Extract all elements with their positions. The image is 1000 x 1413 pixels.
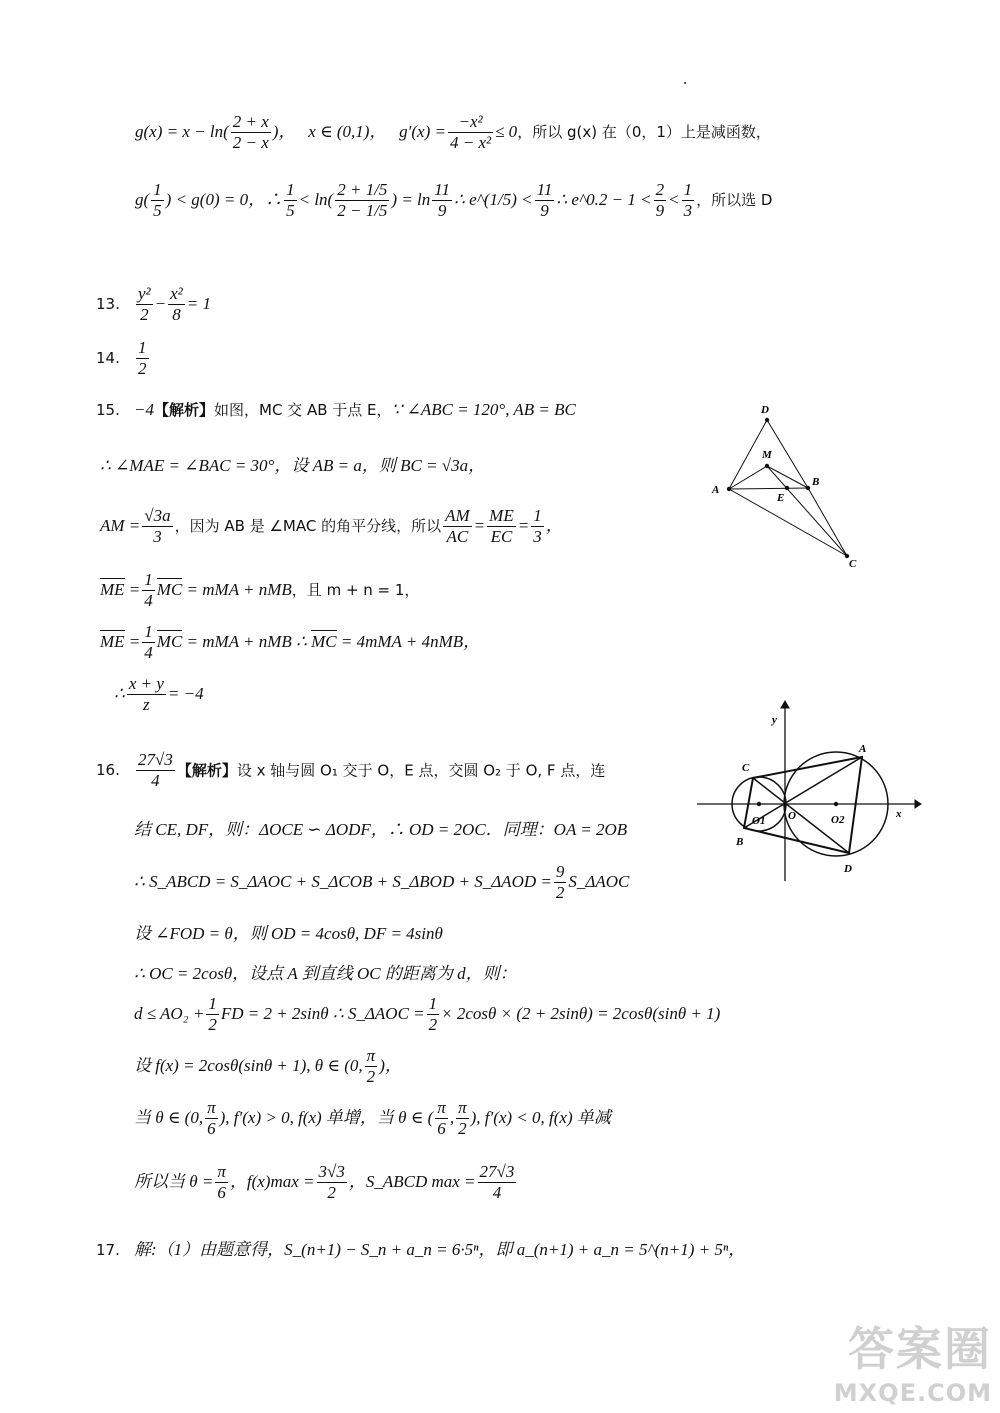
- l2-frac-a: [151, 180, 164, 222]
- p16-s8-den3: 2: [458, 1119, 467, 1139]
- p16-ans-den: 4: [151, 771, 160, 791]
- l2-frac-g: [432, 180, 452, 222]
- problem-17: [96, 1240, 745, 1260]
- p15-vec-me: ME: [100, 579, 125, 599]
- p15-s5-frac: [142, 622, 155, 664]
- p16-s9b: ，f(x)max =: [229, 1171, 315, 1191]
- p16-s2: 结 CE, DF，则：ΔOCE ∽ ΔODF，∴ OD = 2OC．同理：OA = 2OB: [134, 820, 628, 839]
- p13-a-num: y²: [136, 284, 153, 305]
- l2-i-den: 9: [540, 201, 549, 221]
- p13-b-num: x²: [168, 284, 185, 305]
- l2-g-den: 9: [437, 201, 447, 221]
- p16-s9a: 所以当 θ =: [134, 1171, 214, 1191]
- p15-f1-num: AM: [443, 506, 472, 527]
- p15-s3b: ，因为 AB 是 ∠MAC 的角平分线，所以: [174, 516, 442, 535]
- label-A2: A: [859, 743, 867, 755]
- l2-n: ，所以选 D: [696, 190, 773, 209]
- label-O: O: [788, 810, 796, 822]
- p16-answer: [136, 750, 175, 792]
- p15-number: 15.: [96, 401, 120, 419]
- p13-eq: = 1: [186, 293, 212, 313]
- p16-s5: ∴ OC = 2cosθ，设点 A 到直线 OC 的距离为 d，则：: [134, 964, 517, 983]
- p16-s8-num2: π: [435, 1098, 448, 1119]
- p16-s3a: ∴ S_ABCD = S_ΔAOC + S_ΔCOB + S_ΔBOD + S_ΔAOD =: [134, 871, 552, 891]
- p16-s8-den2: 6: [437, 1119, 446, 1139]
- problem-14: [96, 338, 151, 380]
- p15-s4d: ，且 m + n = 1，: [291, 580, 420, 599]
- point-O2: [834, 802, 838, 806]
- g-frac-num: 2 + x: [231, 112, 271, 133]
- p15-s4c: = mMA + nMB: [186, 579, 292, 599]
- seg-AC: [729, 489, 847, 556]
- p15-vec-mc-2: MC: [156, 631, 183, 651]
- p15-s3-f3: [531, 506, 544, 548]
- p16-s8a: 当 θ ∈ (0,: [134, 1107, 204, 1127]
- p15-vec-me-2: ME: [100, 631, 125, 651]
- p16-s6-den2: 2: [428, 1015, 438, 1035]
- p16-s9-num2: 3√3: [317, 1162, 347, 1183]
- quad-ABCD: [744, 757, 862, 853]
- p16-s7b: )，: [379, 1055, 402, 1075]
- p14-num: 1: [136, 338, 149, 359]
- p16-s9-frac2: [317, 1162, 347, 1204]
- line-conclusion-D: [135, 180, 772, 222]
- p16-s9-den2: 2: [327, 1183, 336, 1203]
- line-g-derivative: [135, 112, 771, 154]
- p15-s4-den: 4: [144, 591, 153, 611]
- p15-tag: 【解析】: [153, 401, 214, 419]
- p15-s3-num: √3a: [142, 506, 172, 527]
- p16-s9-den: 6: [217, 1183, 226, 1203]
- p15-line6: [114, 674, 204, 716]
- p15-f1-den: AC: [446, 527, 469, 547]
- p13-number: 13.: [96, 294, 120, 313]
- l2-f: ) = ln: [391, 189, 431, 209]
- p15-vec-mc: MC: [156, 579, 183, 599]
- l2-a-num: 1: [151, 180, 164, 201]
- p16-s6-num: 1: [206, 994, 219, 1015]
- p15-s6-num: x + y: [127, 674, 166, 695]
- seg-DB: [767, 420, 808, 488]
- l2-frac-e: [335, 180, 389, 222]
- p16-line8: [134, 1098, 611, 1140]
- p13-frac-b: [168, 284, 185, 326]
- l2-c-den: 5: [286, 201, 295, 221]
- p16-line3: [134, 862, 629, 904]
- p16-s7-frac: [365, 1046, 378, 1088]
- l2-frac-k: [654, 180, 667, 222]
- l2-k-den: 9: [655, 201, 665, 221]
- seg-AB: [729, 488, 808, 489]
- p15-s6b: = −4: [167, 683, 204, 703]
- p16-s9-frac: [215, 1162, 228, 1204]
- p16-s9-frac3: [478, 1162, 517, 1204]
- p15-s6-frac: [127, 674, 166, 716]
- l2-frac-i: [535, 180, 555, 222]
- p16-s6c: × 2cosθ × (2 + 2sinθ) = 2cosθ(sinθ + 1): [441, 1003, 721, 1023]
- p15-s1: 如图，MC 交 AB 于点 E，: [214, 401, 392, 419]
- point-A: [727, 487, 731, 491]
- p15-s3-f1: [443, 506, 472, 548]
- seg-MC: [767, 466, 847, 556]
- g-frac-den: 2 − x: [232, 133, 269, 153]
- seg-AM: [729, 466, 767, 489]
- p15-line2: [100, 456, 485, 476]
- p13-b-den: 8: [172, 305, 181, 325]
- p16-line4: [134, 924, 443, 944]
- p16-s9-num3: 27√3: [478, 1162, 517, 1183]
- p16-s8-frac3: [456, 1098, 469, 1140]
- l2-e-num: 2 + 1/5: [335, 180, 389, 201]
- p15-f3-den: 3: [533, 527, 542, 547]
- gp-fraction: [448, 112, 493, 154]
- l2-i-num: 11: [535, 180, 555, 201]
- p16-s1: 设 x 轴与圆 O₁ 交于 O，E 点，交圆 O₂ 于 O, F 点，连: [236, 761, 606, 780]
- p15-s1-math: ∵ ∠ABC = 120°, AB = BC: [391, 400, 576, 419]
- p16-line6: [134, 994, 720, 1036]
- point-E: [785, 486, 789, 490]
- p15-s3-f2: [487, 506, 516, 548]
- gp-den: 4 − x²: [449, 133, 492, 153]
- p16-line7: [134, 1046, 402, 1088]
- label-x: x: [896, 808, 902, 820]
- p16-ans-num: 27√3: [136, 750, 175, 771]
- g-definition: g(x) = x − ln(: [135, 121, 229, 141]
- l2-k-num: 2: [654, 180, 667, 201]
- p16-s8c: ,: [449, 1107, 455, 1127]
- p13-a-den: 2: [140, 305, 149, 325]
- problem-13: [96, 284, 211, 326]
- p16-tag: 【解析】: [176, 761, 237, 780]
- p15-line1: [96, 400, 576, 420]
- label-A: A: [712, 484, 720, 496]
- l2-a-den: 5: [153, 201, 162, 221]
- p15-s5c: = mMA + nMB ∴: [186, 631, 307, 651]
- p16-s3-frac: [554, 862, 567, 904]
- point-M: [765, 464, 769, 468]
- p16-s8d: ), f′(x) < 0, f(x) 单减: [470, 1107, 611, 1127]
- l2-g-num: 11: [432, 180, 452, 201]
- p15-line5: ME = $\frac{1}{4}$ MC = mMA + nMB ∴ MC = 4mMA + 4nMB，: [100, 622, 481, 663]
- p17-number: 17.: [96, 1241, 120, 1259]
- gp-num: −x²: [448, 112, 493, 133]
- g-fraction: [231, 112, 271, 154]
- p16-s8-den: 6: [207, 1119, 216, 1139]
- label-B2: B: [736, 836, 744, 848]
- p16-s9c: ，S_ABCD max =: [348, 1171, 476, 1191]
- p16-s7a: 设 f(x) = 2cosθ(sinθ + 1), θ ∈ (0,: [134, 1055, 363, 1075]
- decreasing-text: ，所以 g(x) 在（0，1）上是减函数，: [517, 122, 771, 141]
- p14-den: 2: [138, 359, 147, 379]
- p16-s3b: S_ΔAOC: [568, 871, 630, 891]
- g-close: )，: [272, 121, 296, 141]
- page-mark: [684, 82, 686, 84]
- p15-s5-num: 1: [142, 622, 155, 643]
- watermark-url: MXQE.COM: [833, 1379, 992, 1407]
- l2-d: < ln(: [298, 189, 334, 209]
- point-O1: [757, 802, 761, 806]
- p15-s2: ∴ ∠MAE = ∠BAC = 30°: [100, 456, 275, 475]
- p14-frac: [136, 338, 149, 380]
- p16-s3-den: 2: [555, 883, 565, 903]
- l2-m-den: 3: [683, 201, 693, 221]
- label-B: B: [812, 476, 820, 488]
- p16-s6-num2: 1: [427, 994, 440, 1015]
- p16-s6-den: 2: [208, 1015, 217, 1035]
- label-D: D: [761, 404, 769, 416]
- x-arrow: [915, 800, 921, 808]
- p16-line2: [134, 820, 627, 840]
- watermark: [834, 1313, 992, 1407]
- gp-tail: ≤ 0: [495, 121, 518, 141]
- l2-m-num: 1: [682, 180, 695, 201]
- l2-a: g(: [135, 189, 150, 209]
- label-O2: O2: [831, 814, 845, 826]
- p16-s8-num3: π: [456, 1098, 469, 1119]
- p15-s5e: = 4mMA + 4nMB，: [340, 631, 481, 651]
- p15-s3-den: 3: [153, 527, 162, 547]
- l2-h: ∴ e^(1/5) <: [454, 189, 533, 209]
- l2-e-den: 2 − 1/5: [337, 201, 388, 221]
- p15-line3: AM = $\frac{√3a}{3}$ ，因为 AB 是 ∠MAC 的角平分线，所以 $\frac{AM}{AC}$ = $\frac{ME}{EC}$ = $\frac{1}{3}$ ，: [100, 506, 563, 547]
- p15-s4-num: 1: [142, 570, 155, 591]
- figure-triangle: [700, 398, 870, 573]
- p13-frac-a: [136, 284, 153, 326]
- label-E: E: [777, 492, 785, 504]
- p16-s6-frac: [206, 994, 219, 1036]
- p15-f3-num: 1: [531, 506, 544, 527]
- p16-s9-den3: 4: [492, 1183, 502, 1203]
- p16-s6a: d ≤ AO₂ +: [134, 1003, 205, 1023]
- p15-s3a: AM =: [100, 515, 141, 535]
- l2-b: ) < g(0) = 0，∴: [165, 189, 283, 209]
- p15-s3-frac: [142, 506, 172, 548]
- l2-c-num: 1: [284, 180, 297, 201]
- p16-s8-num: π: [205, 1098, 218, 1119]
- l2-frac-m: [682, 180, 695, 222]
- label-y: y: [772, 714, 777, 726]
- l2-frac-c: [284, 180, 297, 222]
- p16-line5: [134, 964, 517, 984]
- p14-number: 14.: [96, 348, 120, 367]
- p16-s8b: ), f′(x) > 0, f(x) 单增，当 θ ∈ (: [219, 1107, 434, 1127]
- label-D2: D: [844, 863, 852, 875]
- p17-s1: 解:（1）由题意得，S_(n+1) − S_n + a_n = 6·5ⁿ，即 a_(n+1) + a_n = 5^(n+1) + 5ⁿ，: [134, 1240, 746, 1259]
- label-C2: C: [742, 762, 750, 774]
- point-B: [806, 486, 810, 490]
- label-M: M: [762, 449, 772, 461]
- p16-s6-frac2: [427, 994, 440, 1036]
- y-arrow: [781, 701, 789, 708]
- p15-f2-num: ME: [487, 506, 516, 527]
- g-prime: g′(x) =: [399, 121, 446, 141]
- p15-eq1: =: [473, 515, 486, 535]
- p15-s6a: ∴: [114, 683, 125, 703]
- p16-s4: 设 ∠FOD = θ，则 OD = 4cosθ, DF = 4sinθ: [134, 924, 443, 943]
- seg-BC: [808, 488, 847, 556]
- label-O1: O1: [752, 815, 766, 827]
- p15-vec-mc-3: MC: [311, 631, 337, 651]
- p16-s9-num: π: [215, 1162, 228, 1183]
- p16-s7-den: 2: [366, 1067, 376, 1087]
- p15-answer: −4: [134, 400, 154, 419]
- p16-line1: [96, 750, 605, 792]
- domain: x ∈ (0,1)，: [308, 121, 387, 141]
- p16-s7-num: π: [365, 1046, 378, 1067]
- p15-s6-den: z: [143, 695, 150, 715]
- p16-line9: [134, 1162, 518, 1204]
- p16-s8-frac2: [435, 1098, 448, 1140]
- p15-eq2: =: [517, 515, 530, 535]
- point-D: [765, 418, 769, 422]
- watermark-logo: 答案圈: [848, 1322, 992, 1376]
- p15-s4-frac: [142, 570, 155, 612]
- p16-number: 16.: [96, 761, 120, 780]
- l2-j: ∴ e^0.2 − 1 <: [556, 189, 652, 209]
- p15-s5-den: 4: [144, 643, 153, 663]
- l2-l: <: [668, 189, 680, 209]
- p16-s8-frac: [205, 1098, 218, 1140]
- p15-line4: ME = $\frac{1}{4}$ MC = mMA + nMB，且 m + n = 1，: [100, 570, 420, 611]
- p16-s6b: FD = 2 + 2sinθ ∴ S_ΔAOC =: [220, 1003, 425, 1023]
- label-C: C: [849, 558, 857, 570]
- p16-s3-num: 9: [554, 862, 567, 883]
- p15-f2-den: EC: [490, 527, 513, 547]
- p15-s2b: ，设 AB = a，则 BC = √3a，: [274, 456, 486, 475]
- p13-minus: −: [154, 293, 167, 313]
- figure-circles: [690, 696, 925, 886]
